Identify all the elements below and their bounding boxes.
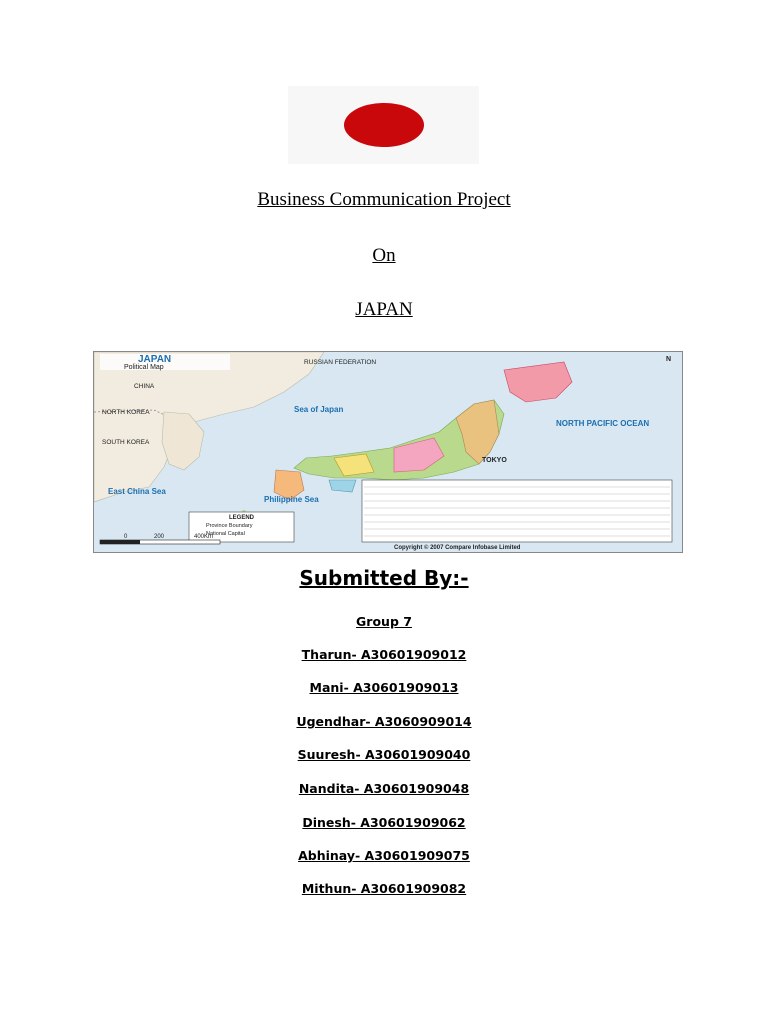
legend-national-capital: National Capital xyxy=(206,531,245,537)
legend-heading: LEGEND xyxy=(229,515,255,521)
japan-flag xyxy=(288,86,479,164)
label-tokyo: TOKYO xyxy=(482,457,507,464)
member-line: Tharun- A30601909012 xyxy=(301,647,467,662)
member-line: Abhinay- A30601909075 xyxy=(298,848,470,863)
project-on-label: On xyxy=(372,245,396,266)
label-sea-of-japan: Sea of Japan xyxy=(294,405,344,414)
member-line: Dinesh- A30601909062 xyxy=(302,815,466,830)
legend-province-boundary: Province Boundary xyxy=(206,523,253,529)
japan-political-map xyxy=(93,351,683,553)
project-subject: JAPAN xyxy=(355,299,413,320)
label-philippine-sea: Philippine Sea xyxy=(264,495,319,504)
label-north-pacific: NORTH PACIFIC OCEAN xyxy=(556,419,650,428)
label-south-korea: SOUTH KOREA xyxy=(102,439,150,446)
scale-200: 200 xyxy=(154,534,165,540)
red-sun-disc xyxy=(344,103,424,147)
map-title: JAPAN xyxy=(138,354,172,365)
project-title: Business Communication Project xyxy=(257,189,511,210)
north-arrow: N xyxy=(666,356,672,363)
member-line: Nandita- A30601909048 xyxy=(298,781,470,796)
scale-400: 400Km xyxy=(194,534,214,540)
member-line: Ugendhar- A3060909014 xyxy=(296,714,472,729)
map-subtitle: Political Map xyxy=(124,364,164,371)
label-russia: RUSSIAN FEDERATION xyxy=(304,359,377,366)
scale-0: 0 xyxy=(124,534,128,540)
label-china: CHINA xyxy=(134,383,155,390)
group-label: Group 7 xyxy=(356,614,412,629)
member-line: Suuresh- A30601909040 xyxy=(297,747,471,762)
map-copyright: Copyright © 2007 Compare Infobase Limited xyxy=(394,545,521,551)
submitted-by-heading: Submitted By:- xyxy=(299,566,469,590)
member-line: Mithun- A30601909082 xyxy=(301,881,467,896)
label-north-korea: NORTH KOREA xyxy=(102,409,150,416)
member-line: Mani- A30601909013 xyxy=(309,680,459,695)
label-east-china-sea: East China Sea xyxy=(108,487,166,496)
